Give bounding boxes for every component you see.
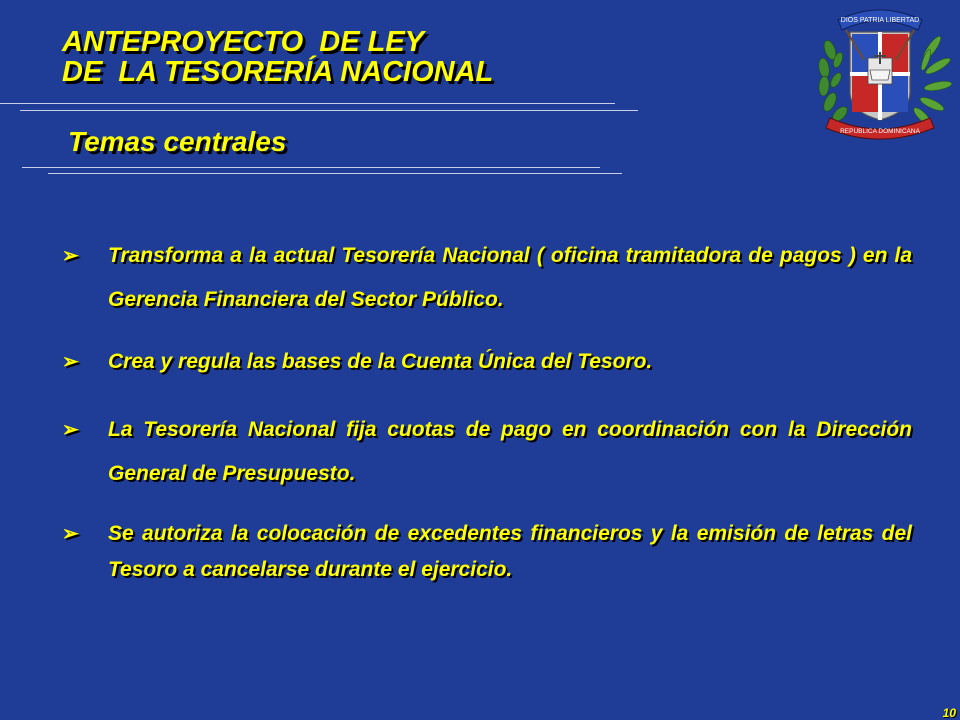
title-rule-lower (20, 110, 638, 111)
bullet-item (62, 408, 912, 496)
subtitle-rule-lower (48, 173, 622, 174)
bullet-text: Crea y regula las bases de la Cuenta Única del Tesoro. (108, 350, 653, 373)
bullet-arrow-icon: ➢ (62, 419, 79, 441)
title-rule-upper (0, 103, 615, 104)
title-line-2: DE LA TESORERÍA NACIONAL (62, 56, 494, 88)
slide-subtitle: Temas centrales (68, 126, 287, 157)
bullet-text: La Tesorería Nacional fija cuotas de pago en coordinación con la Dirección General de Presupuesto. (108, 418, 912, 485)
bullet-item (62, 234, 912, 322)
svg-text:DIOS PATRIA LIBERTAD: DIOS PATRIA LIBERTAD (840, 17, 920, 24)
bullet-arrow-icon: ➢ (62, 245, 79, 267)
title-line-1: ANTEPROYECTO DE LEY (62, 26, 425, 58)
bullet-arrow-icon: ➢ (62, 523, 79, 545)
bullet-item (62, 340, 912, 384)
svg-text:REPUBLICA DOMINICANA: REPUBLICA DOMINICANA (840, 128, 920, 135)
slide-title (62, 27, 493, 87)
bullet-list (62, 234, 912, 588)
bullet-arrow-icon: ➢ (62, 351, 79, 373)
coat-of-arms-emblem (800, 0, 960, 146)
bullet-text: Transforma a la actual Tesorería Nacional ( oficina tramitadora de pagos ) en la Gerencia Financiera del Sector Público. (108, 244, 912, 311)
bullet-text: Se autoriza la colocación de excedentes financieros y la emisión de letras del Tesoro a cancelarse durante el ejercicio. (108, 522, 912, 581)
bullet-item (62, 516, 912, 588)
page-number: 10 (942, 706, 956, 720)
coat-of-arms-icon (800, 0, 960, 146)
subtitle-rule-upper (22, 167, 600, 168)
